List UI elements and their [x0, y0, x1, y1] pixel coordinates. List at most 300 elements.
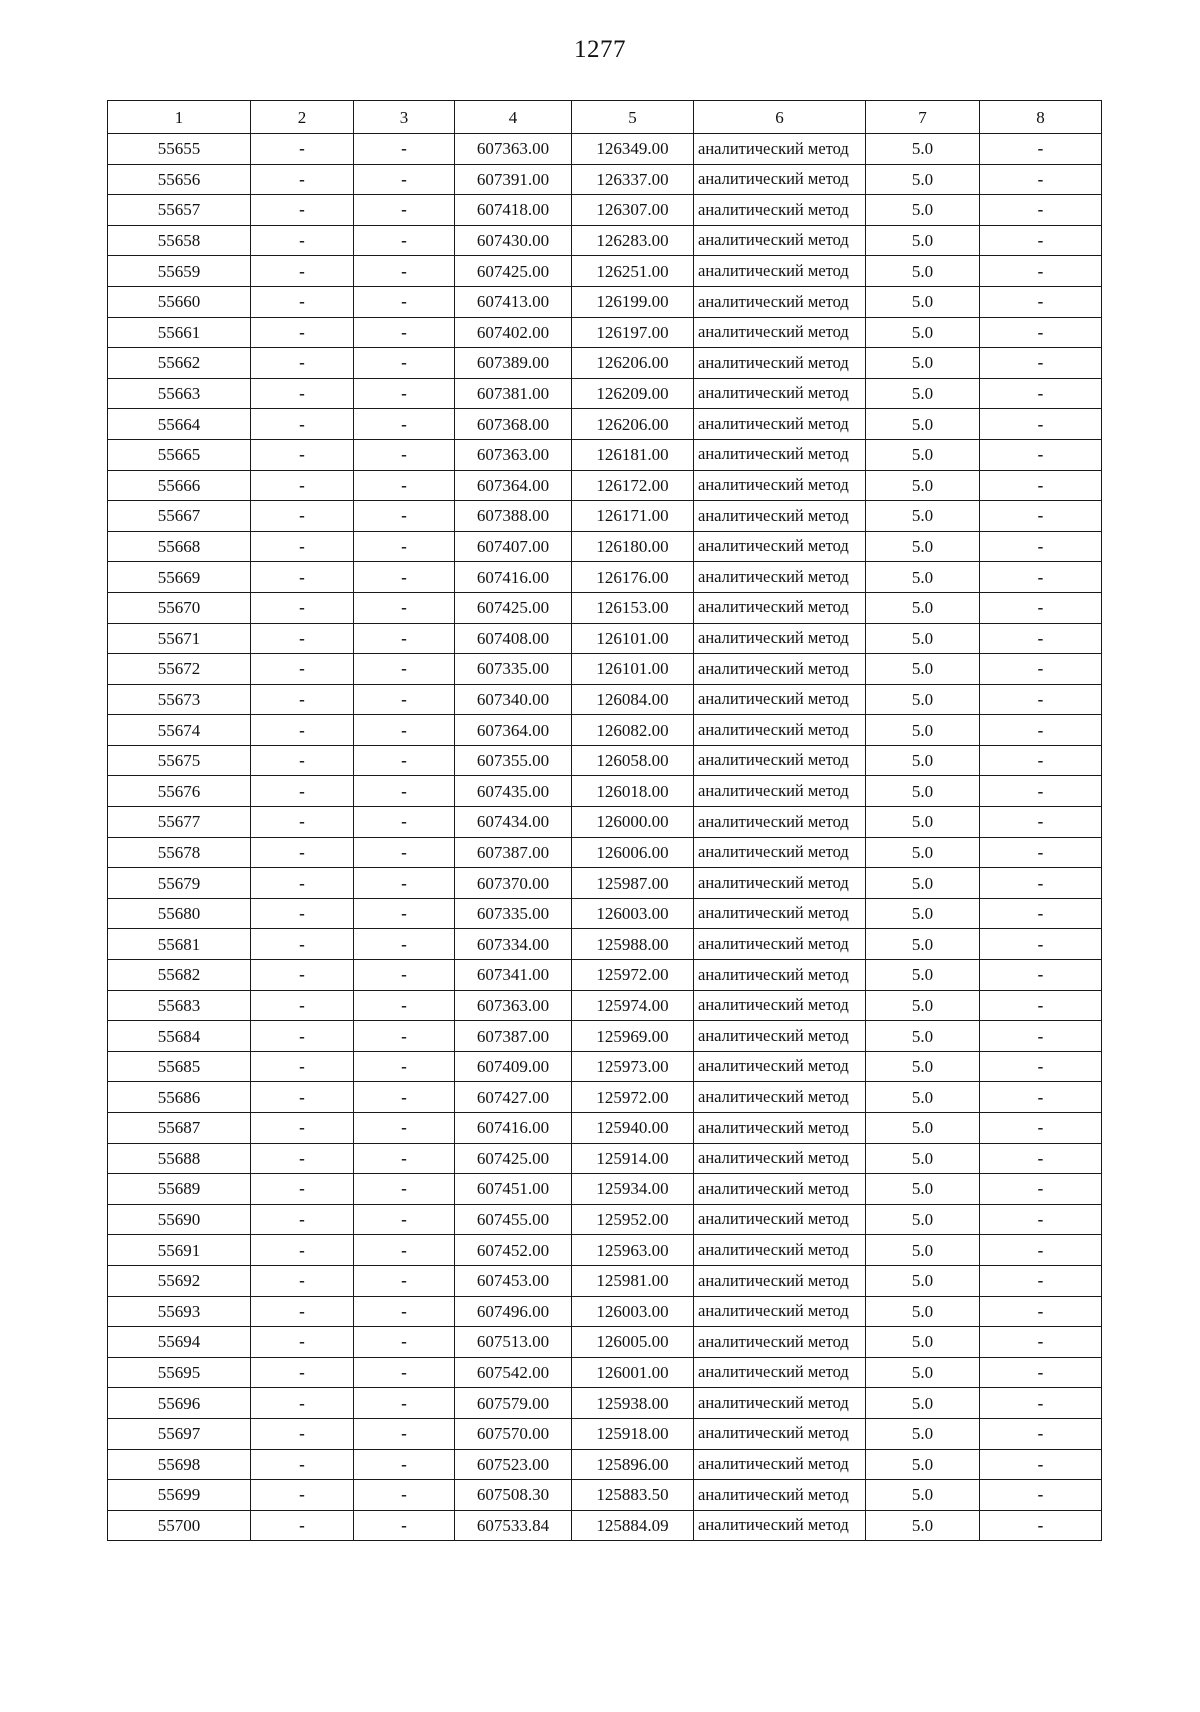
point-number-cell: 55679	[108, 868, 251, 899]
accuracy-cell: 5.0	[866, 776, 980, 807]
col2-cell: -	[251, 1051, 354, 1082]
x-coordinate-cell: 607496.00	[455, 1296, 572, 1327]
y-coordinate-cell: 125896.00	[572, 1449, 694, 1480]
col8-cell: -	[980, 1082, 1102, 1113]
y-coordinate-cell: 126001.00	[572, 1357, 694, 1388]
y-coordinate-cell: 125952.00	[572, 1204, 694, 1235]
col8-cell: -	[980, 1296, 1102, 1327]
point-number-cell: 55658	[108, 225, 251, 256]
x-coordinate-cell: 607579.00	[455, 1388, 572, 1419]
point-number-cell: 55667	[108, 501, 251, 532]
col2-cell: -	[251, 745, 354, 776]
point-number-cell: 55688	[108, 1143, 251, 1174]
y-coordinate-cell: 126283.00	[572, 225, 694, 256]
col2-cell: -	[251, 654, 354, 685]
col3-cell: -	[354, 715, 455, 746]
method-cell: аналитический метод	[694, 1082, 866, 1113]
y-coordinate-cell: 126206.00	[572, 409, 694, 440]
method-cell: аналитический метод	[694, 1418, 866, 1449]
point-number-cell: 55665	[108, 439, 251, 470]
table-row	[108, 317, 1102, 348]
point-number-cell: 55681	[108, 929, 251, 960]
x-coordinate-cell: 607513.00	[455, 1327, 572, 1358]
col3-cell: -	[354, 1388, 455, 1419]
column-header: 8	[980, 101, 1102, 134]
table-row	[108, 684, 1102, 715]
col8-cell: -	[980, 134, 1102, 165]
col8-cell: -	[980, 1174, 1102, 1205]
y-coordinate-cell: 126084.00	[572, 684, 694, 715]
table-row	[108, 378, 1102, 409]
col8-cell: -	[980, 562, 1102, 593]
table-body	[108, 134, 1102, 1541]
point-number-cell: 55680	[108, 898, 251, 929]
col2-cell: -	[251, 1113, 354, 1144]
table-row	[108, 929, 1102, 960]
column-header: 5	[572, 101, 694, 134]
x-coordinate-cell: 607418.00	[455, 195, 572, 226]
y-coordinate-cell: 126101.00	[572, 654, 694, 685]
y-coordinate-cell: 125972.00	[572, 960, 694, 991]
method-cell: аналитический метод	[694, 745, 866, 776]
col8-cell: -	[980, 1021, 1102, 1052]
table-row	[108, 1051, 1102, 1082]
point-number-cell: 55661	[108, 317, 251, 348]
method-cell: аналитический метод	[694, 592, 866, 623]
point-number-cell: 55659	[108, 256, 251, 287]
col2-cell: -	[251, 1357, 354, 1388]
method-cell: аналитический метод	[694, 1204, 866, 1235]
col2-cell: -	[251, 1082, 354, 1113]
col3-cell: -	[354, 1113, 455, 1144]
x-coordinate-cell: 607391.00	[455, 164, 572, 195]
y-coordinate-cell: 126003.00	[572, 1296, 694, 1327]
x-coordinate-cell: 607533.84	[455, 1510, 572, 1541]
accuracy-cell: 5.0	[866, 501, 980, 532]
y-coordinate-cell: 126209.00	[572, 378, 694, 409]
method-cell: аналитический метод	[694, 960, 866, 991]
accuracy-cell: 5.0	[866, 960, 980, 991]
accuracy-cell: 5.0	[866, 654, 980, 685]
point-number-cell: 55666	[108, 470, 251, 501]
table-row	[108, 1204, 1102, 1235]
y-coordinate-cell: 126337.00	[572, 164, 694, 195]
x-coordinate-cell: 607542.00	[455, 1357, 572, 1388]
col8-cell: -	[980, 286, 1102, 317]
y-coordinate-cell: 125883.50	[572, 1480, 694, 1511]
accuracy-cell: 5.0	[866, 1021, 980, 1052]
x-coordinate-cell: 607570.00	[455, 1418, 572, 1449]
col2-cell: -	[251, 317, 354, 348]
x-coordinate-cell: 607368.00	[455, 409, 572, 440]
x-coordinate-cell: 607389.00	[455, 348, 572, 379]
table-row	[108, 1388, 1102, 1419]
point-number-cell: 55673	[108, 684, 251, 715]
col8-cell: -	[980, 317, 1102, 348]
col8-cell: -	[980, 623, 1102, 654]
point-number-cell: 55698	[108, 1449, 251, 1480]
method-cell: аналитический метод	[694, 929, 866, 960]
col2-cell: -	[251, 592, 354, 623]
method-cell: аналитический метод	[694, 807, 866, 838]
method-cell: аналитический метод	[694, 1480, 866, 1511]
x-coordinate-cell: 607363.00	[455, 439, 572, 470]
col2-cell: -	[251, 1204, 354, 1235]
col3-cell: -	[354, 1021, 455, 1052]
point-number-cell: 55683	[108, 990, 251, 1021]
accuracy-cell: 5.0	[866, 1510, 980, 1541]
col3-cell: -	[354, 868, 455, 899]
col2-cell: -	[251, 1143, 354, 1174]
col3-cell: -	[354, 348, 455, 379]
point-number-cell: 55674	[108, 715, 251, 746]
accuracy-cell: 5.0	[866, 1449, 980, 1480]
y-coordinate-cell: 126003.00	[572, 898, 694, 929]
point-number-cell: 55676	[108, 776, 251, 807]
method-cell: аналитический метод	[694, 1357, 866, 1388]
point-number-cell: 55684	[108, 1021, 251, 1052]
col8-cell: -	[980, 409, 1102, 440]
y-coordinate-cell: 125981.00	[572, 1265, 694, 1296]
col3-cell: -	[354, 531, 455, 562]
col3-cell: -	[354, 562, 455, 593]
x-coordinate-cell: 607430.00	[455, 225, 572, 256]
col2-cell: -	[251, 929, 354, 960]
col8-cell: -	[980, 531, 1102, 562]
col2-cell: -	[251, 1327, 354, 1358]
method-cell: аналитический метод	[694, 868, 866, 899]
y-coordinate-cell: 125988.00	[572, 929, 694, 960]
point-number-cell: 55664	[108, 409, 251, 440]
x-coordinate-cell: 607455.00	[455, 1204, 572, 1235]
y-coordinate-cell: 126199.00	[572, 286, 694, 317]
col8-cell: -	[980, 868, 1102, 899]
x-coordinate-cell: 607453.00	[455, 1265, 572, 1296]
col3-cell: -	[354, 1204, 455, 1235]
table-row	[108, 256, 1102, 287]
col8-cell: -	[980, 684, 1102, 715]
y-coordinate-cell: 125918.00	[572, 1418, 694, 1449]
col2-cell: -	[251, 562, 354, 593]
table-row	[108, 1357, 1102, 1388]
method-cell: аналитический метод	[694, 898, 866, 929]
method-cell: аналитический метод	[694, 195, 866, 226]
point-number-cell: 55694	[108, 1327, 251, 1358]
col2-cell: -	[251, 898, 354, 929]
col8-cell: -	[980, 807, 1102, 838]
point-number-cell: 55671	[108, 623, 251, 654]
y-coordinate-cell: 126082.00	[572, 715, 694, 746]
coordinates-table	[107, 100, 1102, 1541]
y-coordinate-cell: 126005.00	[572, 1327, 694, 1358]
column-header: 7	[866, 101, 980, 134]
x-coordinate-cell: 607355.00	[455, 745, 572, 776]
col3-cell: -	[354, 378, 455, 409]
x-coordinate-cell: 607402.00	[455, 317, 572, 348]
method-cell: аналитический метод	[694, 164, 866, 195]
col2-cell: -	[251, 1510, 354, 1541]
table-row	[108, 1143, 1102, 1174]
x-coordinate-cell: 607364.00	[455, 470, 572, 501]
y-coordinate-cell: 126206.00	[572, 348, 694, 379]
x-coordinate-cell: 607435.00	[455, 776, 572, 807]
y-coordinate-cell: 126307.00	[572, 195, 694, 226]
col8-cell: -	[980, 1510, 1102, 1541]
column-header: 1	[108, 101, 251, 134]
col8-cell: -	[980, 745, 1102, 776]
accuracy-cell: 5.0	[866, 256, 980, 287]
method-cell: аналитический метод	[694, 1296, 866, 1327]
accuracy-cell: 5.0	[866, 225, 980, 256]
method-cell: аналитический метод	[694, 1327, 866, 1358]
col3-cell: -	[354, 1174, 455, 1205]
col2-cell: -	[251, 501, 354, 532]
col3-cell: -	[354, 1480, 455, 1511]
table-header-row	[108, 101, 1102, 134]
col2-cell: -	[251, 1449, 354, 1480]
col2-cell: -	[251, 348, 354, 379]
col8-cell: -	[980, 1051, 1102, 1082]
y-coordinate-cell: 126000.00	[572, 807, 694, 838]
table-row	[108, 501, 1102, 532]
col2-cell: -	[251, 256, 354, 287]
col3-cell: -	[354, 134, 455, 165]
col8-cell: -	[980, 1265, 1102, 1296]
method-cell: аналитический метод	[694, 837, 866, 868]
accuracy-cell: 5.0	[866, 562, 980, 593]
col2-cell: -	[251, 164, 354, 195]
table-row	[108, 1327, 1102, 1358]
point-number-cell: 55670	[108, 592, 251, 623]
col3-cell: -	[354, 1143, 455, 1174]
col2-cell: -	[251, 1021, 354, 1052]
col2-cell: -	[251, 1235, 354, 1266]
x-coordinate-cell: 607381.00	[455, 378, 572, 409]
method-cell: аналитический метод	[694, 715, 866, 746]
point-number-cell: 55691	[108, 1235, 251, 1266]
col8-cell: -	[980, 1113, 1102, 1144]
col2-cell: -	[251, 1388, 354, 1419]
col8-cell: -	[980, 654, 1102, 685]
point-number-cell: 55689	[108, 1174, 251, 1205]
col3-cell: -	[354, 1449, 455, 1480]
method-cell: аналитический метод	[694, 409, 866, 440]
col3-cell: -	[354, 225, 455, 256]
col8-cell: -	[980, 960, 1102, 991]
method-cell: аналитический метод	[694, 470, 866, 501]
point-number-cell: 55682	[108, 960, 251, 991]
col3-cell: -	[354, 1265, 455, 1296]
accuracy-cell: 5.0	[866, 592, 980, 623]
col3-cell: -	[354, 960, 455, 991]
table-row	[108, 776, 1102, 807]
col2-cell: -	[251, 134, 354, 165]
x-coordinate-cell: 607416.00	[455, 1113, 572, 1144]
accuracy-cell: 5.0	[866, 1327, 980, 1358]
col3-cell: -	[354, 776, 455, 807]
x-coordinate-cell: 607416.00	[455, 562, 572, 593]
method-cell: аналитический метод	[694, 1051, 866, 1082]
y-coordinate-cell: 126171.00	[572, 501, 694, 532]
col3-cell: -	[354, 1510, 455, 1541]
col8-cell: -	[980, 1418, 1102, 1449]
col2-cell: -	[251, 286, 354, 317]
col3-cell: -	[354, 286, 455, 317]
method-cell: аналитический метод	[694, 684, 866, 715]
point-number-cell: 55668	[108, 531, 251, 562]
table-row	[108, 837, 1102, 868]
method-cell: аналитический метод	[694, 225, 866, 256]
col2-cell: -	[251, 1265, 354, 1296]
point-number-cell: 55685	[108, 1051, 251, 1082]
y-coordinate-cell: 126349.00	[572, 134, 694, 165]
col8-cell: -	[980, 929, 1102, 960]
method-cell: аналитический метод	[694, 1510, 866, 1541]
table-row	[108, 990, 1102, 1021]
col2-cell: -	[251, 1418, 354, 1449]
table-row	[108, 134, 1102, 165]
accuracy-cell: 5.0	[866, 409, 980, 440]
point-number-cell: 55700	[108, 1510, 251, 1541]
x-coordinate-cell: 607408.00	[455, 623, 572, 654]
method-cell: аналитический метод	[694, 531, 866, 562]
x-coordinate-cell: 607335.00	[455, 654, 572, 685]
table-row	[108, 623, 1102, 654]
accuracy-cell: 5.0	[866, 1418, 980, 1449]
point-number-cell: 55672	[108, 654, 251, 685]
accuracy-cell: 5.0	[866, 317, 980, 348]
accuracy-cell: 5.0	[866, 1388, 980, 1419]
method-cell: аналитический метод	[694, 1388, 866, 1419]
x-coordinate-cell: 607425.00	[455, 592, 572, 623]
accuracy-cell: 5.0	[866, 1357, 980, 1388]
col3-cell: -	[354, 592, 455, 623]
y-coordinate-cell: 126172.00	[572, 470, 694, 501]
point-number-cell: 55657	[108, 195, 251, 226]
y-coordinate-cell: 125938.00	[572, 1388, 694, 1419]
x-coordinate-cell: 607409.00	[455, 1051, 572, 1082]
accuracy-cell: 5.0	[866, 1051, 980, 1082]
table-row	[108, 807, 1102, 838]
col8-cell: -	[980, 439, 1102, 470]
method-cell: аналитический метод	[694, 134, 866, 165]
y-coordinate-cell: 126197.00	[572, 317, 694, 348]
y-coordinate-cell: 125987.00	[572, 868, 694, 899]
accuracy-cell: 5.0	[866, 807, 980, 838]
table-row	[108, 195, 1102, 226]
col2-cell: -	[251, 837, 354, 868]
col8-cell: -	[980, 1357, 1102, 1388]
col3-cell: -	[354, 195, 455, 226]
col3-cell: -	[354, 837, 455, 868]
y-coordinate-cell: 125973.00	[572, 1051, 694, 1082]
col2-cell: -	[251, 715, 354, 746]
table-row	[108, 715, 1102, 746]
x-coordinate-cell: 607363.00	[455, 134, 572, 165]
point-number-cell: 55690	[108, 1204, 251, 1235]
x-coordinate-cell: 607334.00	[455, 929, 572, 960]
col3-cell: -	[354, 1296, 455, 1327]
point-number-cell: 55699	[108, 1480, 251, 1511]
col3-cell: -	[354, 1235, 455, 1266]
col8-cell: -	[980, 378, 1102, 409]
y-coordinate-cell: 126180.00	[572, 531, 694, 562]
table-row	[108, 1296, 1102, 1327]
x-coordinate-cell: 607363.00	[455, 990, 572, 1021]
point-number-cell: 55655	[108, 134, 251, 165]
col3-cell: -	[354, 990, 455, 1021]
col2-cell: -	[251, 1480, 354, 1511]
method-cell: аналитический метод	[694, 1235, 866, 1266]
accuracy-cell: 5.0	[866, 531, 980, 562]
point-number-cell: 55697	[108, 1418, 251, 1449]
x-coordinate-cell: 607340.00	[455, 684, 572, 715]
col8-cell: -	[980, 164, 1102, 195]
method-cell: аналитический метод	[694, 348, 866, 379]
table-row	[108, 868, 1102, 899]
accuracy-cell: 5.0	[866, 286, 980, 317]
col8-cell: -	[980, 1327, 1102, 1358]
table-row	[108, 562, 1102, 593]
accuracy-cell: 5.0	[866, 1235, 980, 1266]
col3-cell: -	[354, 256, 455, 287]
accuracy-cell: 5.0	[866, 1296, 980, 1327]
col3-cell: -	[354, 623, 455, 654]
accuracy-cell: 5.0	[866, 164, 980, 195]
method-cell: аналитический метод	[694, 562, 866, 593]
accuracy-cell: 5.0	[866, 715, 980, 746]
x-coordinate-cell: 607407.00	[455, 531, 572, 562]
col8-cell: -	[980, 837, 1102, 868]
accuracy-cell: 5.0	[866, 898, 980, 929]
x-coordinate-cell: 607387.00	[455, 837, 572, 868]
method-cell: аналитический метод	[694, 256, 866, 287]
accuracy-cell: 5.0	[866, 745, 980, 776]
accuracy-cell: 5.0	[866, 470, 980, 501]
accuracy-cell: 5.0	[866, 929, 980, 960]
col8-cell: -	[980, 1235, 1102, 1266]
col8-cell: -	[980, 592, 1102, 623]
x-coordinate-cell: 607413.00	[455, 286, 572, 317]
y-coordinate-cell: 125969.00	[572, 1021, 694, 1052]
x-coordinate-cell: 607523.00	[455, 1449, 572, 1480]
point-number-cell: 55693	[108, 1296, 251, 1327]
col3-cell: -	[354, 1082, 455, 1113]
method-cell: аналитический метод	[694, 1113, 866, 1144]
point-number-cell: 55675	[108, 745, 251, 776]
x-coordinate-cell: 607508.30	[455, 1480, 572, 1511]
col8-cell: -	[980, 1480, 1102, 1511]
column-header: 2	[251, 101, 354, 134]
accuracy-cell: 5.0	[866, 378, 980, 409]
col8-cell: -	[980, 990, 1102, 1021]
table-row	[108, 1082, 1102, 1113]
col3-cell: -	[354, 807, 455, 838]
point-number-cell: 55692	[108, 1265, 251, 1296]
table-row	[108, 286, 1102, 317]
x-coordinate-cell: 607427.00	[455, 1082, 572, 1113]
table-row	[108, 1021, 1102, 1052]
col2-cell: -	[251, 225, 354, 256]
table-row	[108, 1510, 1102, 1541]
col2-cell: -	[251, 1174, 354, 1205]
col8-cell: -	[980, 1204, 1102, 1235]
accuracy-cell: 5.0	[866, 134, 980, 165]
accuracy-cell: 5.0	[866, 439, 980, 470]
point-number-cell: 55663	[108, 378, 251, 409]
accuracy-cell: 5.0	[866, 1204, 980, 1235]
table-row	[108, 1418, 1102, 1449]
